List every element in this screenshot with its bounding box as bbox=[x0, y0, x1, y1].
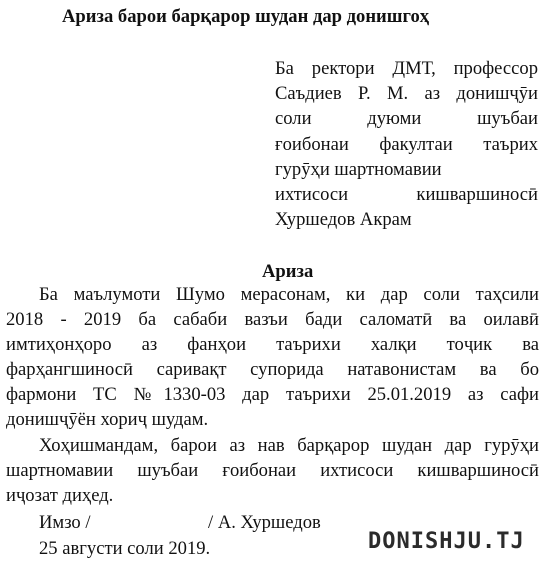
body-line: иҷозат диҳед. bbox=[6, 485, 114, 506]
addressee-line: гурӯҳи шартномавии bbox=[275, 159, 442, 180]
document-heading: Ариза bbox=[262, 261, 314, 282]
body-line: Хоҳишмандам, барои аз нав барқарор шудан дар гурӯҳи bbox=[39, 435, 539, 456]
addressee-line: соли дуюми шуъбаи bbox=[275, 108, 538, 129]
body-line: фармони ТС №1330-03 дар таърихи 25.01.2019 аз сафи bbox=[6, 384, 539, 405]
addressee-line: Хуршедов Акрам bbox=[275, 209, 412, 230]
addressee-line: Ба ректори ДМТ, профессор bbox=[275, 58, 538, 79]
signature-name: / А. Хуршедов bbox=[208, 512, 321, 533]
body-line: имтиҳонҳоро аз фанҳои таърихи халқи тоҷик ва bbox=[6, 334, 539, 355]
body-line: шартномавии шуъбаи ғоибонаи ихтисоси кишваршиносӣ bbox=[6, 460, 539, 481]
body-line: 2018 - 2019 ба сабаби вазъи бади саломатӣ ва оилавӣ bbox=[6, 309, 539, 330]
addressee-line: Саъдиев Р. М. аз донишҷӯи bbox=[275, 83, 538, 104]
signature-label: Имзо / bbox=[39, 512, 91, 533]
site-watermark: DONISHJU.TJ bbox=[368, 529, 525, 554]
body-line: Ба маълумоти Шумо мерасонам, ки дар соли таҳсили bbox=[39, 284, 539, 305]
document-title: Ариза барои барқарор шудан дар донишгоҳ bbox=[62, 6, 430, 27]
addressee-line: ихтисоси кишваршиносӣ bbox=[275, 184, 538, 205]
body-line: донишҷӯён хориҷ шудам. bbox=[6, 409, 209, 430]
document-date: 25 августи соли 2019. bbox=[39, 538, 211, 559]
body-line: фарҳангшиносӣ саривақт супорида натавонистам ва бо bbox=[6, 359, 539, 380]
addressee-line: ғоибонаи факултаи таърих bbox=[275, 134, 538, 155]
